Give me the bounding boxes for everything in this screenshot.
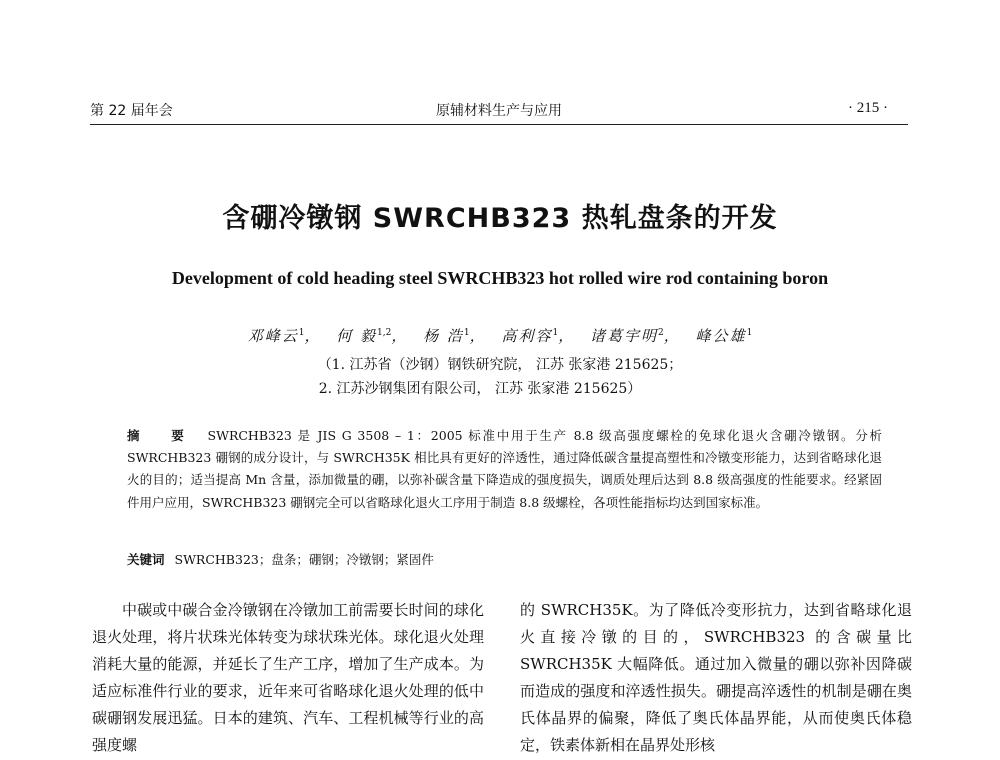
title-english: Development of cold heading steel SWRCHB323 hot rolled wire rod containing boron <box>171 268 829 288</box>
keywords <box>127 550 882 568</box>
title-chinese: 含硼冷镦钢 SWRCHB323 热轧盘条的开发 <box>222 203 778 234</box>
author: 诸葛宇明$^2$， <box>590 327 681 345</box>
abstract-label: 摘 要 <box>127 428 198 443</box>
body-column-right <box>520 597 912 759</box>
body-paragraph: 中碳或中碳合金冷镦钢在冷镦加工前需要长时间的球化退火处理，将片状珠光体转变为球状珠光体。球化退火处理消耗大量的能源，并延长了生产工序，增加了生产成本。为适应标准件行业的要求，近年来可省略球化退火处理的低中碳硼钢发展迅猛。日本的建筑、汽车、工程机械等行业的高强度螺 <box>92 601 484 754</box>
author: 邓峰云$^1$， <box>247 327 322 345</box>
keywords-label: 关键词 <box>127 552 165 567</box>
affiliation-2: 2. 江苏沙钢集团有限公司， 江苏 张家港 215625） <box>318 381 642 397</box>
affiliation-1: （1. 江苏省（沙钢）钢铁研究院， 江苏 张家港 215625； <box>317 357 683 373</box>
author: 高利容$^1$， <box>501 327 576 345</box>
author-list <box>0 325 1000 346</box>
author: 峰公雄$^1$ <box>695 327 753 345</box>
body-paragraph: 的 SWRCH35K。为了降低冷变形抗力，达到省略球化退火直接冷镦的目的，SWRCHB323 的含碳量比 SWRCH35K 大幅降低。通过加入微量的硼以弥补因降碳而造成的强度和淬透性损失。硼提高淬透性的机制是硼在奥氏体晶界的偏聚，降低了奥氏体晶界能，从而使奥氏体稳定，铁素体新相在晶界处形核 <box>520 601 912 754</box>
author: 杨 浩$^1$， <box>423 327 487 345</box>
abstract <box>127 425 882 514</box>
header-page-number: · 215 · <box>848 100 888 116</box>
running-header <box>90 100 908 122</box>
body-column-left <box>92 597 484 759</box>
header-section: 原辅材料生产与应用 <box>436 103 562 119</box>
header-conference: 第 22 届年会 <box>90 103 173 119</box>
keywords-text: SWRCHB323；盘条；硼钢；冷镦钢；紧固件 <box>174 552 434 567</box>
abstract-text: SWRCHB323 是 JIS G 3508 – 1：2005 标准中用于生产 8.8 级高强度螺栓的免球化退火含硼冷镦钢。分析 SWRCHB323 硼钢的成分设计，与 SWRCH35K 相比具有更好的淬透性，通过降低碳含量提高塑性和冷镦变形能力，达到省略球化退火的目的；适当提高 Mn 含量，添加微量的硼，以弥补碳含量下降造成的强度损失，调质处理后达到 8.8 级高强度的性能要求。经紧固件用户应用，SWRCHB323 硼钢完全可以省略球化退火工序用于制造 8.8 级螺栓，各项性能指标均达到国家标准。 <box>127 428 883 510</box>
author: 何 毅$^{1,2}$， <box>336 327 409 345</box>
header-rule <box>90 124 908 125</box>
